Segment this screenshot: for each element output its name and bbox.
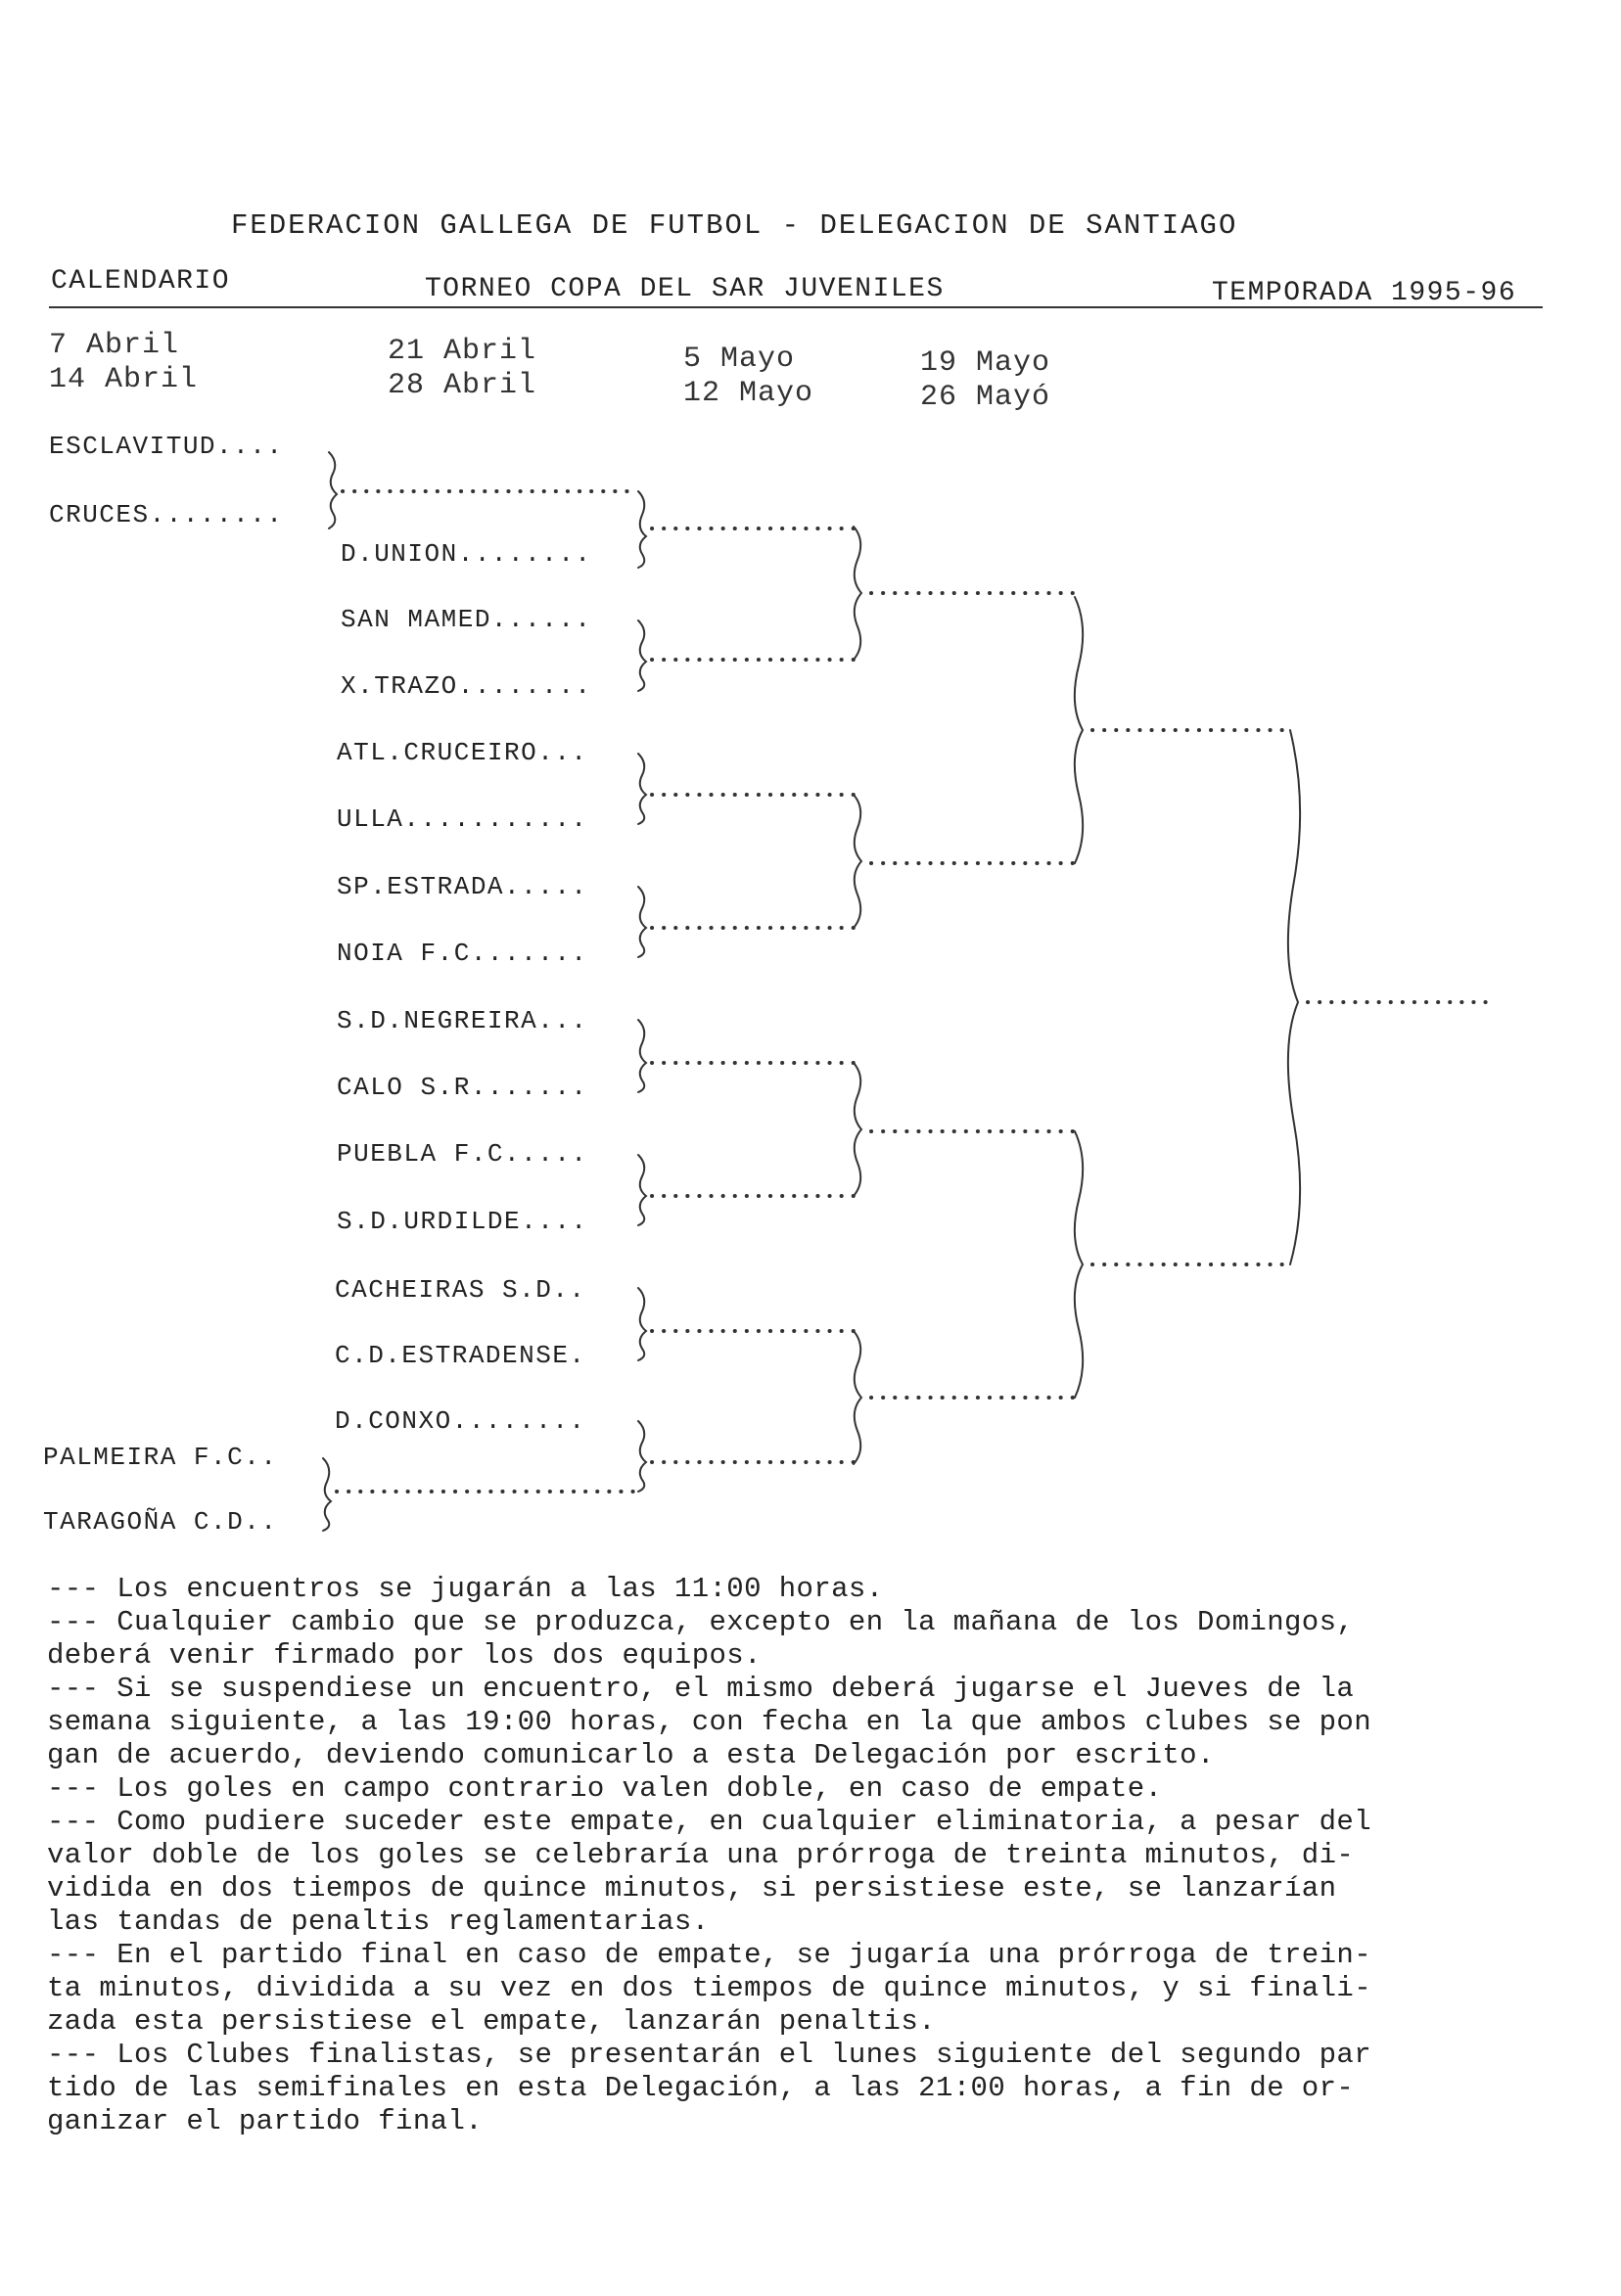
bracket-r1-brace-7 <box>638 1288 646 1360</box>
note-line: --- Los goles en campo contrario valen doble, en caso de empate. <box>47 1772 1163 1805</box>
team-cd-estradense: C.D.ESTRADENSE. <box>335 1341 586 1370</box>
note-line: zada esta persistiese el empate, lanzarán penaltis. <box>47 2005 936 2038</box>
note-line: las tandas de penaltis reglamentarias. <box>47 1906 710 1938</box>
page-title: FEDERACION GALLEGA DE FUTBOL - DELEGACION DE SANTIAGO <box>231 209 1238 242</box>
note-line: semana siguiente, a las 19:00 horas, con fecha en la que ambos clubes se pon <box>47 1706 1372 1738</box>
note-line: valor doble de los goles se celebraría una prórroga de treinta minutos, di- <box>47 1839 1355 1871</box>
team-ulla: ULLA........... <box>337 804 588 834</box>
team-esclavitud: ESCLAVITUD.... <box>49 432 284 461</box>
note-line: --- Como pudiere suceder este empate, en cualquier eliminatoria, a pesar del <box>47 1806 1372 1838</box>
team-cacheiras-sd: CACHEIRAS S.D.. <box>335 1275 586 1305</box>
team-atl-cruceiro: ATL.CRUCEIRO... <box>337 738 588 767</box>
round4-date-1: 19 Mayo <box>920 346 1051 380</box>
team-cruces: CRUCES........ <box>49 500 284 529</box>
team-taragona-cd: TARAGOÑA C.D.. <box>43 1507 278 1537</box>
bracket-r3-brace-2 <box>1075 1131 1083 1398</box>
calendario-label: CALENDARIO <box>51 266 231 297</box>
round4-date-2: 26 Mayó <box>920 381 1051 414</box>
team-sp-estrada: SP.ESTRADA..... <box>337 872 588 901</box>
note-line: vidida en dos tiempos de quince minutos, si persistiese este, se lanzarían <box>47 1872 1337 1905</box>
team-puebla-fc: PUEBLA F.C..... <box>337 1139 588 1169</box>
bracket-prelim-bottom-brace <box>323 1458 331 1531</box>
round3-date-1: 5 Mayo <box>683 343 796 376</box>
note-line: ganizar el partido final. <box>47 2105 484 2137</box>
bracket-r2-brace-3 <box>854 1063 861 1196</box>
note-line: --- Si se suspendiese un encuentro, el mismo deberá jugarse el Jueves de la <box>47 1673 1355 1705</box>
team-sd-negreira: S.D.NEGREIRA... <box>337 1006 588 1035</box>
note-line: tido de las semifinales en esta Delegación, a las 21:00 horas, a fin de or- <box>47 2072 1355 2104</box>
note-line: deberá venir firmado por los dos equipos. <box>47 1639 762 1672</box>
bracket-final-brace <box>1288 730 1300 1264</box>
note-line: --- Los Clubes finalistas, se presentarán el lunes siguiente del segundo par <box>47 2039 1372 2071</box>
round1-date-2: 14 Abril <box>49 363 199 396</box>
bracket-r1-brace-5 <box>638 1020 646 1092</box>
season-label: TEMPORADA 1995-96 <box>1212 278 1517 308</box>
round1-date-1: 7 Abril <box>49 329 180 362</box>
team-palmeira-fc: PALMEIRA F.C.. <box>43 1443 278 1472</box>
bracket-r2-brace-4 <box>854 1331 861 1464</box>
bracket-r1-brace-8 <box>638 1421 646 1492</box>
team-noia-fc: NOIA F.C....... <box>337 939 588 968</box>
round2-date-1: 21 Abril <box>388 335 537 368</box>
bracket-r2-brace-2 <box>854 795 861 928</box>
note-line: --- En el partido final en caso de empate, se jugaría una prórroga de trein- <box>47 1939 1372 1971</box>
tournament-name: TORNEO COPA DEL SAR JUVENILES <box>425 274 945 304</box>
bracket-r3-brace-1 <box>1075 597 1083 863</box>
team-calo-sr: CALO S.R....... <box>337 1073 588 1102</box>
bracket-prelim-top-brace <box>329 452 337 528</box>
bracket-r2-brace-1 <box>854 527 861 660</box>
team-sd-urdilde: S.D.URDILDE.... <box>337 1207 588 1236</box>
team-x-trazo: X.TRAZO........ <box>341 671 592 701</box>
team-d-conxo: D.CONXO........ <box>335 1406 586 1436</box>
note-line: --- Los encuentros se jugarán a las 11:00 horas. <box>47 1573 884 1605</box>
round2-date-2: 28 Abril <box>388 369 537 402</box>
note-line: gan de acuerdo, deviendo comunicarlo a esta Delegación por escrito. <box>47 1739 1215 1771</box>
team-d-union: D.UNION........ <box>341 539 592 569</box>
note-line: ta minutos, dividida a su vez en dos tiempos de quince minutos, y si finali- <box>47 1972 1372 2004</box>
bracket-r1-brace-4 <box>638 887 646 957</box>
bracket-r1-brace-1 <box>638 491 646 568</box>
team-san-mamed: SAN MAMED...... <box>341 605 592 634</box>
bracket-r1-brace-6 <box>638 1155 646 1225</box>
round3-date-2: 12 Mayo <box>683 377 814 410</box>
note-line: --- Cualquier cambio que se produzca, excepto en la mañana de los Domingos, <box>47 1606 1355 1638</box>
bracket-r1-brace-3 <box>638 754 646 824</box>
bracket-r1-brace-2 <box>638 620 646 691</box>
